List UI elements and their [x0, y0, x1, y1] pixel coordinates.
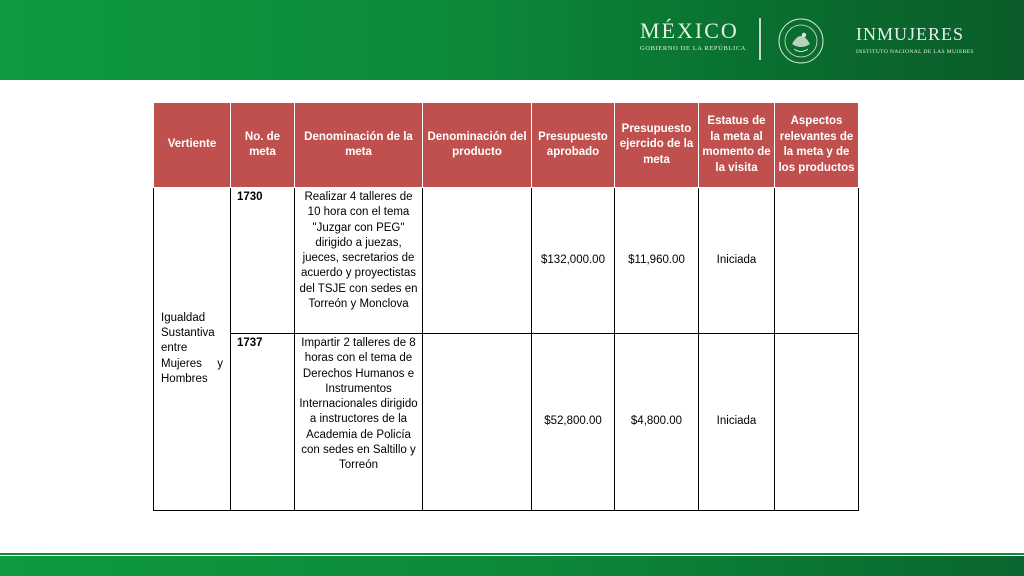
- denominacion-meta-cell: Impartir 2 talleres de 8 horas con el tema de Derechos Humanos e Instrumentos Internacionales dirigido a instructores de la Academia de Policía con sedes en Saltillo y Torreón: [295, 334, 423, 511]
- estatus-cell: Iniciada: [699, 334, 775, 511]
- denominacion-producto-cell: [423, 334, 532, 511]
- mexico-logo-subtitle: GOBIERNO DE LA REPÚBLICA: [640, 45, 746, 52]
- coat-of-arms-seal-icon: [770, 16, 832, 66]
- column-header-vertiente: Vertiente: [154, 103, 231, 188]
- mexico-logo: [640, 20, 746, 52]
- presupuesto-ejercido-cell: $4,800.00: [615, 334, 699, 511]
- mexico-logo-title: MÉXICO: [640, 18, 739, 43]
- metas-table: [153, 102, 859, 511]
- inmujeres-logo: [856, 24, 974, 55]
- aspectos-cell: [775, 188, 859, 334]
- presupuesto-ejercido-cell: $11,960.00: [615, 188, 699, 334]
- column-header-presupuesto-ejercido: Presupuesto ejercido de la meta: [615, 103, 699, 188]
- column-header-no-meta: No. de meta: [231, 103, 295, 188]
- no-meta-cell: 1737: [231, 334, 295, 511]
- column-header-aspectos: Aspectos relevantes de la meta y de los productos: [775, 103, 859, 188]
- denominacion-meta-cell: Realizar 4 talleres de 10 hora con el tema "Juzgar con PEG" dirigido a juezas, jueces, secretarios de acuerdo y proyectistas del TSJE con sedes en Torreón y Monclova: [295, 188, 423, 334]
- column-header-denominacion-meta: Denominación de la meta: [295, 103, 423, 188]
- presupuesto-aprobado-cell: $132,000.00: [532, 188, 615, 334]
- estatus-cell: Iniciada: [699, 188, 775, 334]
- column-header-estatus: Estatus de la meta al momento de la visita: [699, 103, 775, 188]
- vertiente-cell: Igualdad Sustantiva entre Mujeres y Hombres: [154, 188, 231, 511]
- table-row: [154, 188, 859, 334]
- footer-band: [0, 556, 1024, 576]
- footer-line: [0, 553, 1024, 555]
- inmujeres-logo-title: INMUJERES: [856, 24, 965, 44]
- column-header-presupuesto-aprobado: Presupuesto aprobado: [532, 103, 615, 188]
- table-row: [154, 334, 859, 511]
- no-meta-cell: 1730: [231, 188, 295, 334]
- column-header-denominacion-producto: Denominación del producto: [423, 103, 532, 188]
- table-header-row: [154, 103, 859, 188]
- presupuesto-aprobado-cell: $52,800.00: [532, 334, 615, 511]
- logo-divider: [759, 18, 761, 60]
- inmujeres-logo-subtitle: INSTITUTO NACIONAL DE LAS MUJERES: [856, 49, 975, 55]
- aspectos-cell: [775, 334, 859, 511]
- denominacion-producto-cell: [423, 188, 532, 334]
